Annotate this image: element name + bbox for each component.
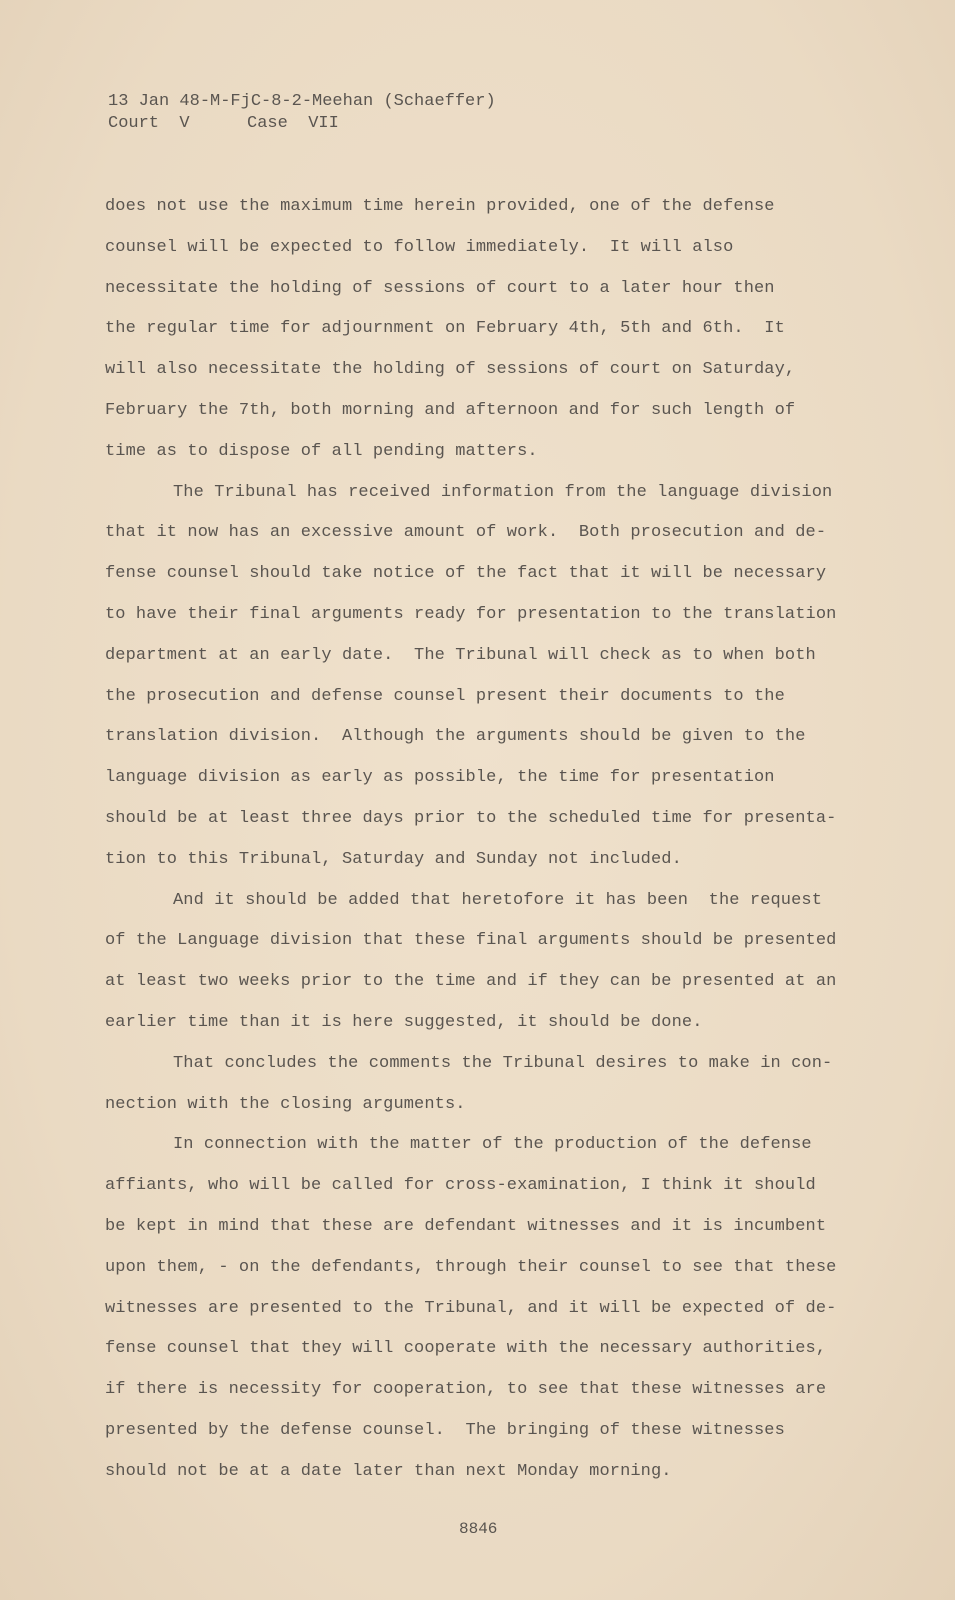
page-number: 8846	[459, 1520, 498, 1538]
text-line: nection with the closing arguments.	[105, 1094, 466, 1114]
text-line: be kept in mind that these are defendant witnesses and it is incumbent	[105, 1217, 827, 1236]
text-line: tion to this Tribunal, Saturday and Sunday not included.	[105, 849, 682, 869]
text-line: translation division. Although the arguments should be given to the	[105, 727, 806, 747]
text-line: does not use the maximum time herein provided, one of the defense	[105, 197, 775, 216]
text-line: if there is necessity for cooperation, to see that these witnesses are	[105, 1380, 827, 1400]
text-line: time as to dispose of all pending matters.	[105, 441, 538, 461]
text-line: will also necessitate the holding of sessions of court on Saturday,	[105, 360, 796, 380]
text-line: language division as early as possible, the time for presentation	[105, 768, 775, 788]
text-line: That concludes the comments the Tribunal desires to make in con-	[173, 1053, 833, 1073]
text-line: fense counsel should take notice of the fact that it will be necessary	[105, 564, 827, 584]
text-line: In connection with the matter of the production of the defense	[173, 1135, 812, 1155]
header-case: Case VII	[247, 114, 339, 133]
header-court: Court V	[108, 114, 190, 133]
text-line: upon them, - on the defendants, through their counsel to see that these	[105, 1257, 837, 1277]
text-line: should be at least three days prior to the scheduled time for presenta-	[105, 809, 837, 828]
text-line: And it should be added that heretofore it has been the request	[173, 890, 823, 910]
text-line: February the 7th, both morning and afternoon and for such length of	[105, 401, 796, 420]
text-line: presented by the defense counsel. The bringing of these witnesses	[105, 1421, 785, 1440]
text-line: that it now has an excessive amount of work. Both prosecution and de-	[105, 523, 827, 543]
text-line: to have their final arguments ready for presentation to the translation	[105, 605, 837, 624]
text-line: the prosecution and defense counsel present their documents to the	[105, 686, 785, 706]
text-line: necessitate the holding of sessions of court to a later hour then	[105, 278, 775, 298]
text-line: of the Language division that these final arguments should be presented	[105, 931, 837, 951]
text-line: at least two weeks prior to the time and if they can be presented at an	[105, 972, 837, 992]
text-line: counsel will be expected to follow immediately. It will also	[105, 237, 734, 257]
text-line: fense counsel that they will cooperate with the necessary authorities,	[105, 1339, 827, 1359]
text-line: department at an early date. The Tribunal will check as to when both	[105, 645, 816, 665]
text-line: The Tribunal has received information from the language division	[173, 482, 833, 502]
text-line: the regular time for adjournment on February 4th, 5th and 6th. It	[105, 319, 785, 339]
text-line: witnesses are presented to the Tribunal, and it will be expected of de-	[105, 1298, 837, 1318]
header-reference: 13 Jan 48-M-FjC-8-2-Meehan (Schaeffer)	[108, 92, 496, 111]
text-line: should not be at a date later than next Monday morning.	[105, 1461, 672, 1481]
text-line: affiants, who will be called for cross-examination, I think it should	[105, 1176, 816, 1196]
text-line: earlier time than it is here suggested, it should be done.	[105, 1013, 703, 1032]
